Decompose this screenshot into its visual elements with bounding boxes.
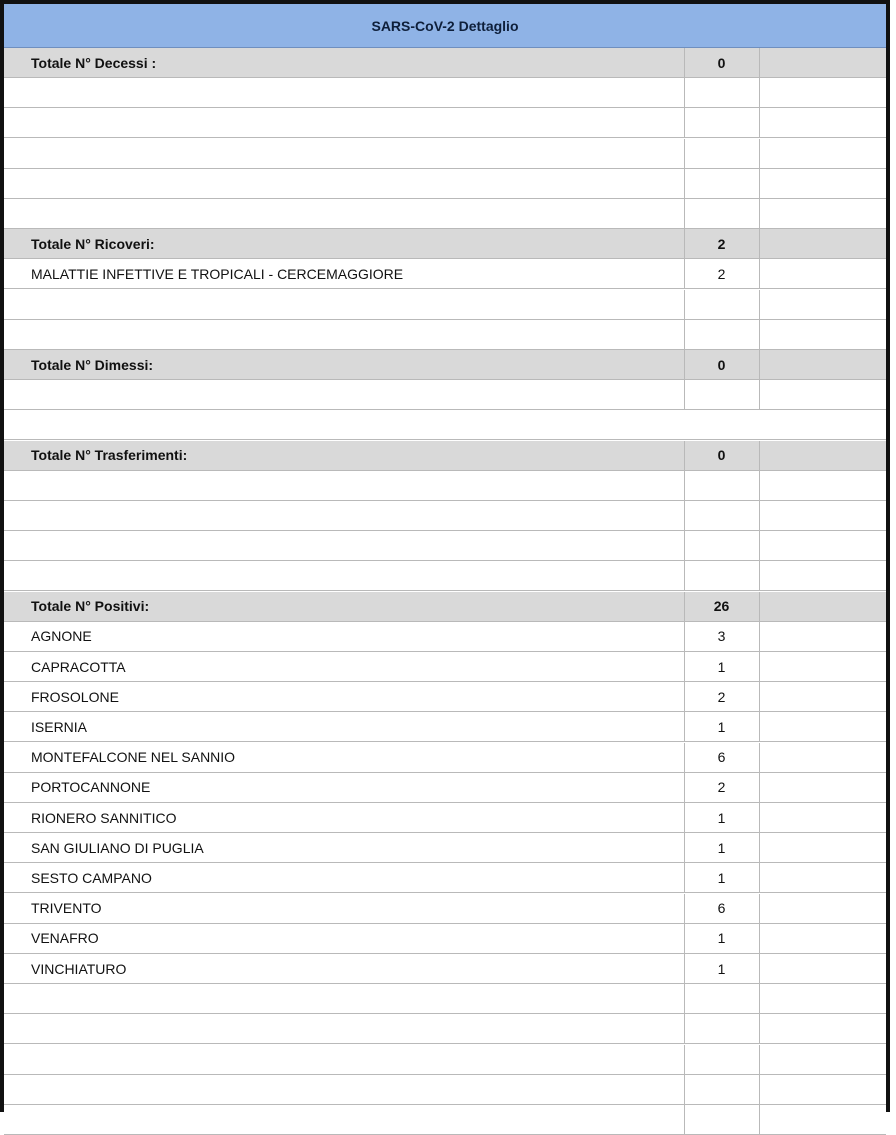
section-header-row [4,441,886,471]
column-divider [684,712,685,741]
column-divider [759,501,760,530]
column-divider [759,350,760,379]
column-divider [759,894,760,923]
section-header-row [4,592,886,622]
row-value: 1 [717,930,726,947]
column-divider [684,441,685,470]
row-value: 0 [717,356,726,373]
row-value: 1 [717,869,726,886]
row-value: 2 [717,235,726,252]
column-divider [684,863,685,892]
table-row [4,833,886,863]
column-divider [759,1014,760,1043]
row-value [684,380,759,409]
row-value: 1 [717,839,726,856]
column-divider [684,773,685,802]
column-divider [684,954,685,983]
column-divider [684,259,685,288]
column-divider [759,320,760,349]
column-divider [684,380,685,409]
column-divider [684,199,685,228]
row-label: ISERNIA [31,718,88,735]
table-row [4,894,886,924]
column-divider [759,652,760,681]
row-label: TRIVENTO [31,900,102,917]
table-row [4,561,886,591]
row-value [684,78,759,107]
row-label: Totale N° Dimessi: [31,356,154,373]
row-label: Totale N° Trasferimenti: [31,447,188,464]
column-divider [684,743,685,772]
column-divider [759,1045,760,1074]
column-divider [759,682,760,711]
table-row [4,954,886,984]
column-divider [684,169,685,198]
column-divider [759,199,760,228]
table-row [4,712,886,742]
row-label: AGNONE [31,628,92,645]
row-value: 1 [717,658,726,675]
column-divider [684,320,685,349]
table-row [4,139,886,169]
table-row [4,803,886,833]
row-value [684,1105,759,1134]
row-value: 0 [717,447,726,464]
section-header-row [4,229,886,259]
row-value [684,1045,759,1074]
row-label: VENAFRO [31,930,99,947]
column-divider [759,924,760,953]
row-value [684,471,759,500]
column-divider [759,290,760,319]
table-row [4,924,886,954]
table-row [4,380,886,410]
column-divider [684,1105,685,1134]
column-divider [759,833,760,862]
row-value: 3 [717,628,726,645]
column-divider [684,1045,685,1074]
table-row [4,682,886,712]
row-value: 0 [717,54,726,71]
column-divider [759,139,760,168]
row-value [684,561,759,590]
row-label: Totale N° Ricoveri: [31,235,155,252]
column-divider [759,108,760,137]
column-divider [759,863,760,892]
table-row [4,169,886,199]
column-divider [684,48,685,77]
column-divider [759,712,760,741]
column-divider [759,1105,760,1134]
table-row [4,773,886,803]
row-value [684,139,759,168]
column-divider [684,984,685,1013]
column-divider [684,561,685,590]
table-row [4,863,886,893]
column-divider [684,139,685,168]
row-label: VINCHIATURO [31,960,127,977]
row-label: RIONERO SANNITICO [31,809,177,826]
column-divider [759,380,760,409]
table-row [4,743,886,773]
row-value: 26 [713,598,730,615]
row-value [684,501,759,530]
column-divider [759,561,760,590]
row-value [684,531,759,560]
row-value [684,1014,759,1043]
row-label: PORTOCANNONE [31,779,151,796]
column-divider [759,592,760,621]
column-divider [684,652,685,681]
row-value [684,108,759,137]
column-divider [759,259,760,288]
column-divider [684,833,685,862]
row-value: 6 [717,749,726,766]
table-row [4,531,886,561]
row-value [684,984,759,1013]
row-value [684,320,759,349]
column-divider [759,622,760,651]
table-row [4,984,886,1014]
column-divider [759,441,760,470]
column-divider [759,984,760,1013]
table-row [4,78,886,108]
column-divider [759,773,760,802]
row-value [684,169,759,198]
table-row [4,259,886,289]
column-divider [684,592,685,621]
column-divider [684,108,685,137]
table-row [4,471,886,501]
row-value: 1 [717,960,726,977]
column-divider [684,531,685,560]
column-divider [759,78,760,107]
row-value: 1 [717,718,726,735]
row-label: MONTEFALCONE NEL SANNIO [31,749,236,766]
column-divider [759,1075,760,1104]
column-divider [759,803,760,832]
column-divider [684,622,685,651]
row-value: 2 [717,779,726,796]
column-divider [759,229,760,258]
row-label: Totale N° Decessi : [31,54,157,71]
table-row [4,199,886,229]
column-divider [684,350,685,379]
column-divider [684,1075,685,1104]
row-value [684,1075,759,1104]
row-value: 2 [717,688,726,705]
column-divider [759,169,760,198]
column-divider [684,803,685,832]
column-divider [759,48,760,77]
column-divider [684,501,685,530]
section-header-row [4,350,886,380]
column-divider [759,471,760,500]
table-row [4,290,886,320]
table-row [4,1105,886,1135]
column-divider [759,954,760,983]
table-row [4,652,886,682]
column-divider [684,924,685,953]
table-title: SARS-CoV-2 Dettaglio [4,4,886,48]
table-row [4,410,886,440]
row-label: SESTO CAMPANO [31,869,152,886]
column-divider [684,894,685,923]
column-divider [684,1014,685,1043]
column-divider [684,471,685,500]
row-value [684,199,759,228]
column-divider [684,290,685,319]
section-header-row [4,48,886,78]
table-row [4,108,886,138]
row-label: CAPRACOTTA [31,658,126,675]
table-row [4,320,886,350]
table-row [4,1045,886,1075]
column-divider [759,743,760,772]
table-row [4,622,886,652]
row-value: 6 [717,900,726,917]
row-label: MALATTIE INFETTIVE E TROPICALI - CERCEMAGGIORE [31,265,404,282]
column-divider [684,682,685,711]
row-value [684,290,759,319]
row-value: 2 [717,265,726,282]
row-label: SAN GIULIANO DI PUGLIA [31,839,204,856]
row-label: Totale N° Positivi: [31,598,150,615]
column-divider [759,531,760,560]
row-value [684,410,759,439]
column-divider [684,229,685,258]
row-value: 1 [717,809,726,826]
row-label: FROSOLONE [31,688,119,705]
table-row [4,501,886,531]
table-row [4,1014,886,1044]
column-divider [684,78,685,107]
table-row [4,1075,886,1105]
